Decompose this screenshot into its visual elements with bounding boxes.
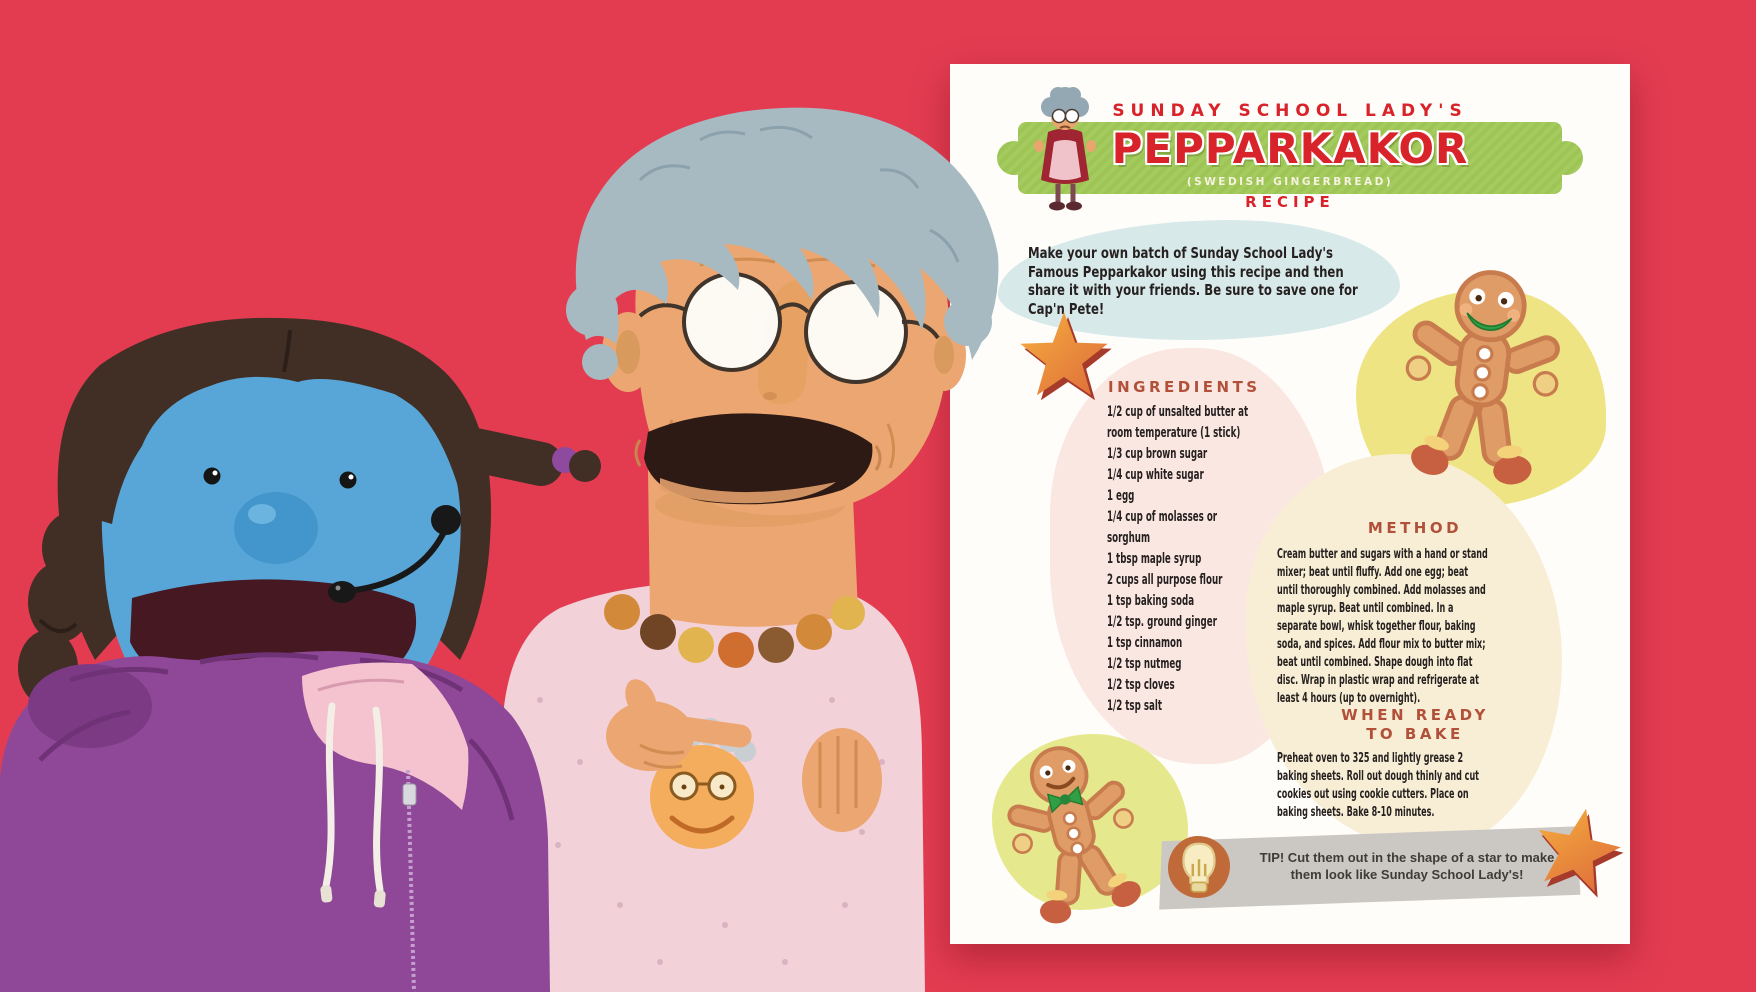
ingredient-item: 1 tsp cinnamon — [1107, 635, 1183, 651]
method-paragraph — [1277, 546, 1489, 708]
ingredient-item: 2 cups all purpose flour — [1107, 572, 1223, 588]
recipe-card — [950, 64, 1630, 944]
ingredient-item: 1/2 tsp. ground ginger — [1107, 614, 1217, 630]
tip-text: TIP! Cut them out in the shape of a star to make them look like Sunday School Lady's! — [1259, 850, 1555, 882]
left-hand — [802, 728, 882, 832]
gingerbread-man-icon — [1389, 255, 1575, 497]
header-kicker: SUNDAY SCHOOL LADY'S — [1112, 101, 1468, 121]
bake-text: Preheat oven to 325 and lightly grease 2 baking sheets. Roll out dough thinly and cut cookies out using cookie cutters. Place on baking sheets. Bake 8-10 minutes. — [1277, 751, 1480, 820]
bake-paragraph — [1277, 750, 1489, 822]
header-subtitle: (SWEDISH GINGERBREAD) — [1186, 176, 1394, 188]
intro-text: Make your own batch of Sunday School Lady's Famous Pepparkakor using this recipe and then share it with your friends. Be sure to save one for Cap'n Pete! — [1028, 244, 1358, 318]
method-text: Cream butter and sugars with a hand or stand mixer; beat until fluffy. Add one egg; beat until thoroughly combined. Add molasses and maple syrup. Beat until combined. In a separate bowl, whisk together flour, baking soda, and spices. Add flour mix to butter mix; beat until combined. Shape dough into flat disc. Wrap in plastic wrap and refrigerate at least 4 hours (up to overnight). — [1277, 547, 1488, 706]
ingredient-item: 1/2 cup of unsalted butter at room temperature (1 stick) — [1107, 404, 1249, 441]
when-ready-line1: WHEN READY — [1341, 706, 1489, 724]
sunday-school-lady-puppet — [502, 108, 999, 992]
method-heading: METHOD — [1367, 519, 1463, 537]
ingredient-item: 1/3 cup brown sugar — [1107, 446, 1208, 462]
ingredient-item: 1/2 tsp cloves — [1107, 677, 1175, 693]
intro-paragraph — [1028, 244, 1430, 318]
ingredient-item: 1/4 cup of molasses or sorghum — [1107, 509, 1218, 546]
ingredients-list — [1107, 402, 1256, 717]
ingredient-item: 1/4 cup white sugar — [1107, 467, 1204, 483]
ingredients-heading: INGREDIENTS — [1108, 378, 1261, 396]
lightbulb-icon — [1168, 836, 1230, 898]
ingredient-item: 1 egg — [1107, 488, 1135, 504]
header-title: PEPPARKAKOR — [1111, 124, 1469, 173]
when-ready-heading — [1277, 706, 1553, 744]
ingredient-item: 1/2 tsp salt — [1107, 698, 1162, 714]
ingredient-item: 1 tsp baking soda — [1107, 593, 1195, 609]
ingredient-item: 1 tbsp maple syrup — [1107, 551, 1202, 567]
when-ready-line2: TO BAKE — [1366, 725, 1464, 743]
blue-girl-puppet — [0, 318, 601, 992]
star-icon — [1519, 799, 1637, 914]
header-recipe-label: RECIPE — [1245, 193, 1335, 211]
ingredient-item: 1/2 tsp nutmeg — [1107, 656, 1182, 672]
